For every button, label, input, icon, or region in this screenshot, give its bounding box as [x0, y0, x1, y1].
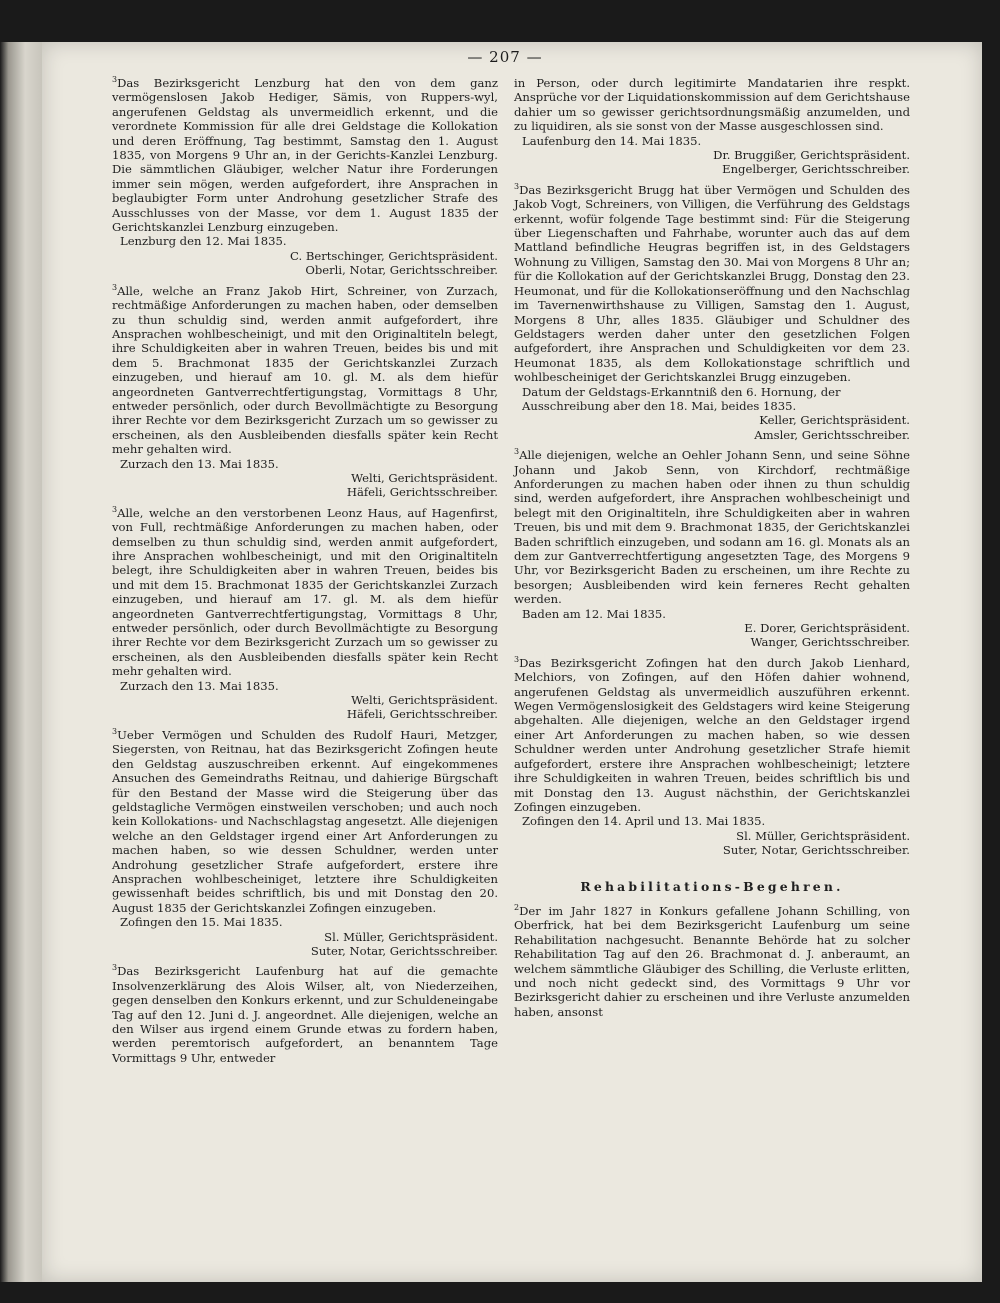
notice-body: [514, 656, 910, 814]
notice-signature: Engelberger, Gerichtsschreiber.: [722, 162, 910, 177]
notice-date: Lenzburg den 12. Mai 1835.: [120, 234, 287, 249]
notice-signature: Wanger, Gerichtsschreiber.: [750, 635, 910, 650]
notice: [112, 728, 498, 965]
notice-body: [112, 728, 498, 915]
notice-text: Alle, welche an Franz Jakob Hirt, Schreiner, von Zurzach, rechtmäßige Anforderungen zu machen haben, oder demselben zu thun schuldig sind, werden anmit aufgefordert, ihre Ansprachen wohlbescheinigt, und mit den Originaltiteln belegt, ihre Schuldigkeiten aber in wahren Treuen, beides bis und mit dem 5. Brachmonat 1835 der Gerichtskanzlei Zurzach einzugeben, und hierauf am 10. gl. M. als dem hiefür angeordneten Gantverrechtfertigungstag, Vormittags 8 Uhr, entweder persönlich, oder durch Bevollmächtigte zu Besorgung ihrer Rechte vor dem Bezirksgericht Zurzach um so gewisser zu erscheinen, als den Ausbleibenden diesfalls später kein Recht mehr gehalten wird.: [112, 283, 498, 457]
notice-text: Das Bezirksgericht Zofingen hat den durch Jakob Lienhard, Melchiors, von Zofingen, auf den Höfen dahier wohnend, angerufenen Geldstag als unvermeidlich auszuführen erkennt. Wegen Vermögenslosigkeit des Geldstagers wird keine Steigerung abgehalten. Alle diejenigen, welche an den Geldstager irgend einer Art Anforderungen zu machen haben, so wie dessen Schuldner werden unter Androhung gesetzlicher Strafe hiemit aufgefordert, erstere ihre Ansprachen wohlbescheinigt; letztere ihre Schuldigkeiten in wahren Treuen, beides schriftlich bis und mit Donstag den 13. August nächsthin, der Gerichtskanzlei Zofingen einzugeben.: [514, 655, 910, 814]
notice-mark: 3: [112, 504, 118, 514]
right-column: [514, 76, 910, 1019]
notice-date: Datum der Geldstags-Erkanntniß den 6. Hornung, der Ausschreibung aber den 18. Mai, beides 1835.: [522, 384, 841, 413]
left-column: [112, 76, 498, 1071]
notice-text: Das Bezirksgericht Brugg hat über Vermögen und Schulden des Jakob Vogt, Schreiners, von Villigen, die Verführung des Geldstags erkennt, wofür folgende Tage bestimmt sind: Für die Steigerung über Liegenschaften und Fahrhabe, worunter auch das auf dem Mattland befindliche Heugras begriffen ist, in des Geldstagers Wohnung zu Villigen, Samstag den 30. Mai von Morgens 8 Uhr an; für die Kollokation auf der Gerichtskanzlei Brugg, Donstag den 23. Heumonat, und für die Kollokationseröffnung und den Nachschlag im Tavernenwirthshause zu Villigen, Samstag den 1. August, Morgens 8 Uhr, alles 1835. Gläubiger und Schuldner des Geldstagers werden daher unter den gesetzlichen Folgen aufgefordert, ihre Ansprachen und Schuldigkeiten vor dem 23. Heumonat 1835, als dem Kollokationstage schriftlich und wohlbescheiniget der Gerichtskanzlei Brugg einzugeben.: [514, 182, 910, 385]
notice-mark: 3: [112, 282, 118, 292]
notice-mark: 3: [514, 447, 520, 457]
notice-signature: Suter, Notar, Gerichtsschreiber.: [310, 943, 498, 958]
notice: [112, 964, 498, 1071]
notice-signature: Keller, Gerichtspräsident.: [759, 413, 910, 428]
notice-mark: 3: [112, 727, 118, 737]
notice-signature: Häfeli, Gerichtsschreiber.: [346, 707, 498, 722]
notice-signature: Oberli, Notar, Gerichtsschreiber.: [305, 263, 498, 278]
notice: [514, 76, 910, 183]
notice-date: Baden am 12. Mai 1835.: [522, 606, 666, 621]
notice-signature: Welti, Gerichtspräsident.: [351, 470, 498, 485]
section-heading: Rehabilitations-Begehren.: [580, 878, 844, 894]
notice-body: [112, 964, 498, 1065]
notice-signature: Amsler, Gerichtsschreiber.: [754, 427, 910, 442]
notice-mark: 3: [514, 181, 520, 191]
notice-body: [514, 183, 910, 385]
notice-text: Ueber Vermögen und Schulden des Rudolf Hauri, Metzger, Siegersten, von Reitnau, hat das Bezirksgericht Zofingen heute den Geldstag auszuschreiben erkennt. Auf eingekommenes Ansuchen des Gemeindraths Reitnau, und dahierige Bürgschaft für den Bestand der Masse wird die Steigerung über das geldstagliche Vermögen einstweilen verschoben; und auch noch kein Kollokations- und Nachschlagstag angesetzt. Alle diejenigen welche an den Geldstager irgend einer Art Anforderungen zu machen haben, so wie dessen Schuldner, werden unter Androhung gesetzlicher Strafe aufgefordert, erstere ihre Ansprachen wohlbescheiniget, letztere ihre Schuldigkeiten gewissenhaft beides schriftlich, bis und mit Donstag den 20. August 1835 der Gerichtskanzlei Zofingen einzugeben.: [112, 727, 498, 915]
notice: [514, 656, 910, 864]
notice-mark: 3: [514, 654, 520, 664]
page-gutter: [0, 42, 42, 1282]
notice-body: [112, 284, 498, 457]
notice-signature: Welti, Gerichtspräsident.: [351, 693, 498, 708]
notice-text: Der im Jahr 1827 in Konkurs gefallene Johann Schilling, von Oberfrick, hat bei dem Bezirksgericht Laufenburg um seine Rehabilitation nachgesucht. Benannte Behörde hat zu solcher Rehabilitation Tag auf den 26. Brachmonat d. J. anberaumt, an welchem sämmtliche Gläubiger des Schilling, die Verluste erlitten, und noch nicht gedeckt sind, des Vormittags 9 Uhr vor Bezirksgericht dahier zu erscheinen und ihre Verluste anzumelden haben, ansonst: [514, 903, 910, 1019]
notice-signature: Sl. Müller, Gerichtspräsident.: [736, 828, 910, 843]
notice-mark: 3: [112, 963, 118, 973]
notice-body: [514, 76, 910, 134]
notice-mark: 2: [514, 903, 520, 913]
notice-body: [514, 448, 910, 606]
notice-body: [112, 506, 498, 679]
notice-signature: Häfeli, Gerichtsschreiber.: [346, 485, 498, 500]
notice-text: in Person, oder durch legitimirte Mandatarien ihre respkt. Ansprüche vor der Liquidationskommission auf dem Gerichtshause dahier um so gewisser gerichtsordnungsmäßig anzumelden, und zu liquidiren, als sie sonst von der Masse ausgeschlossen sind.: [514, 76, 910, 134]
notice: [112, 284, 498, 506]
notice-text: Alle diejenigen, welche an Oehler Johann Senn, und seine Söhne Johann und Jakob Senn, von Kirchdorf, rechtmäßige Anforderungen zu machen haben oder ihnen zu thun schuldig sind, werden aufgefordert, ihre Ansprachen wohlbescheinigt und belegt mit den Originaltiteln, ihre Schuldigkeiten aber in wahren Treuen, bis und mit dem 9. Brachmonat 1835, der Gerichtskanzlei Baden schriftlich einzugeben, und sodann am 16. gl. Monats als an dem zur Gantverrechtfertigung angesetzten Tage, des Morgens 9 Uhr, vor Bezirksgericht Baden zu erscheinen, um ihre Rechte zu besorgen; Ausbleibenden wird kein ferneres Recht gehalten werden.: [514, 448, 910, 607]
notice-text: Das Bezirksgericht Laufenburg hat auf die gemachte Insolvenzerklärung des Alois Wilser, alt, von Niederzeihen, gegen denselben den Konkurs erkennt, und zur Schuldeneingabe Tag auf den 12. Juni d. J. angeordnet. Alle diejenigen, welche an den Wilser aus irgend einem Grunde etwas zu fordern haben, werden peremtorisch aufgefordert, an benanntem Tage Vormittags 9 Uhr, entweder: [112, 964, 498, 1065]
notice-signature: C. Bertschinger, Gerichtspräsident.: [290, 248, 498, 263]
notice-text: Das Bezirksgericht Lenzburg hat den von dem ganz vermögenslosen Jakob Hediger, Sämis, von Ruppers-wyl, angerufenen Geldstag als unvermeidlich erkennt, und die verordnete Kommission für alle drei Geldstage die Kollokation und deren Eröffnung, Tag bestimmt, Samstag den 1. August 1835, von Morgens 9 Uhr an, in der Gerichts-Kanzlei Lenzburg. Die sämmtlichen Gläubiger, welcher Natur ihre Forderungen immer sein mögen, werden aufgefordert, ihre Ansprachen in beglaubigter Form unter Androhung gesetzlicher Strafe des Ausschlusses von der Masse, vor dem 1. August 1835 der Gerichtskanzlei Lenzburg einzugeben.: [112, 76, 498, 235]
notice-spacer: [514, 858, 910, 864]
page-number: — 207 —: [467, 48, 543, 66]
notice-signature: E. Dorer, Gerichtspräsident.: [744, 621, 910, 636]
notice-text: Alle, welche an den verstorbenen Leonz Haus, auf Hagenfirst, von Full, rechtmäßige Anforderungen zu machen haben, oder demselben zu thun schuldig sind, werden anmit aufgefordert, ihre Ansprachen wohlbescheinigt, und mit den Originaltiteln belegt, ihre Schuldigkeiten aber in wahren Treuen, beides bis und mit dem 15. Brachmonat 1835 der Gerichtskanzlei Zurzach einzugeben, und hierauf am 17. gl. M. als dem hiefür angeordneten Gantverrechtfertigungstag, Vormittags 8 Uhr, entweder persönlich, oder durch Bevollmächtigte zu Besorgung ihrer Rechte vor dem Bezirksgericht Zurzach um so gewisser zu erscheinen, als den Ausbleibenden diesfalls später kein Recht mehr gehalten wird.: [112, 505, 498, 679]
notice-spacer: [112, 1065, 498, 1071]
notice-date: Zofingen den 15. Mai 1835.: [120, 915, 283, 930]
notice-signature: Dr. Bruggißer, Gerichtspräsident.: [713, 148, 910, 163]
notice: [514, 183, 910, 448]
rehabilitation-notice: [514, 904, 910, 1019]
notice-date: Laufenburg den 14. Mai 1835.: [522, 133, 702, 148]
notice: [112, 76, 498, 284]
notice-date: Zurzach den 13. Mai 1835.: [120, 456, 279, 471]
notice: [514, 448, 910, 656]
notice: [112, 506, 498, 728]
notice-mark: 3: [112, 75, 118, 85]
notice-signature: Suter, Notar, Gerichtsschreiber.: [722, 843, 910, 858]
notice-date: Zofingen den 14. April und 13. Mai 1835.: [522, 814, 766, 829]
notice-date: Zurzach den 13. Mai 1835.: [120, 678, 279, 693]
notice-signature: Sl. Müller, Gerichtspräsident.: [324, 929, 498, 944]
notice-body: [112, 76, 498, 234]
right-column-entries: [514, 76, 910, 864]
